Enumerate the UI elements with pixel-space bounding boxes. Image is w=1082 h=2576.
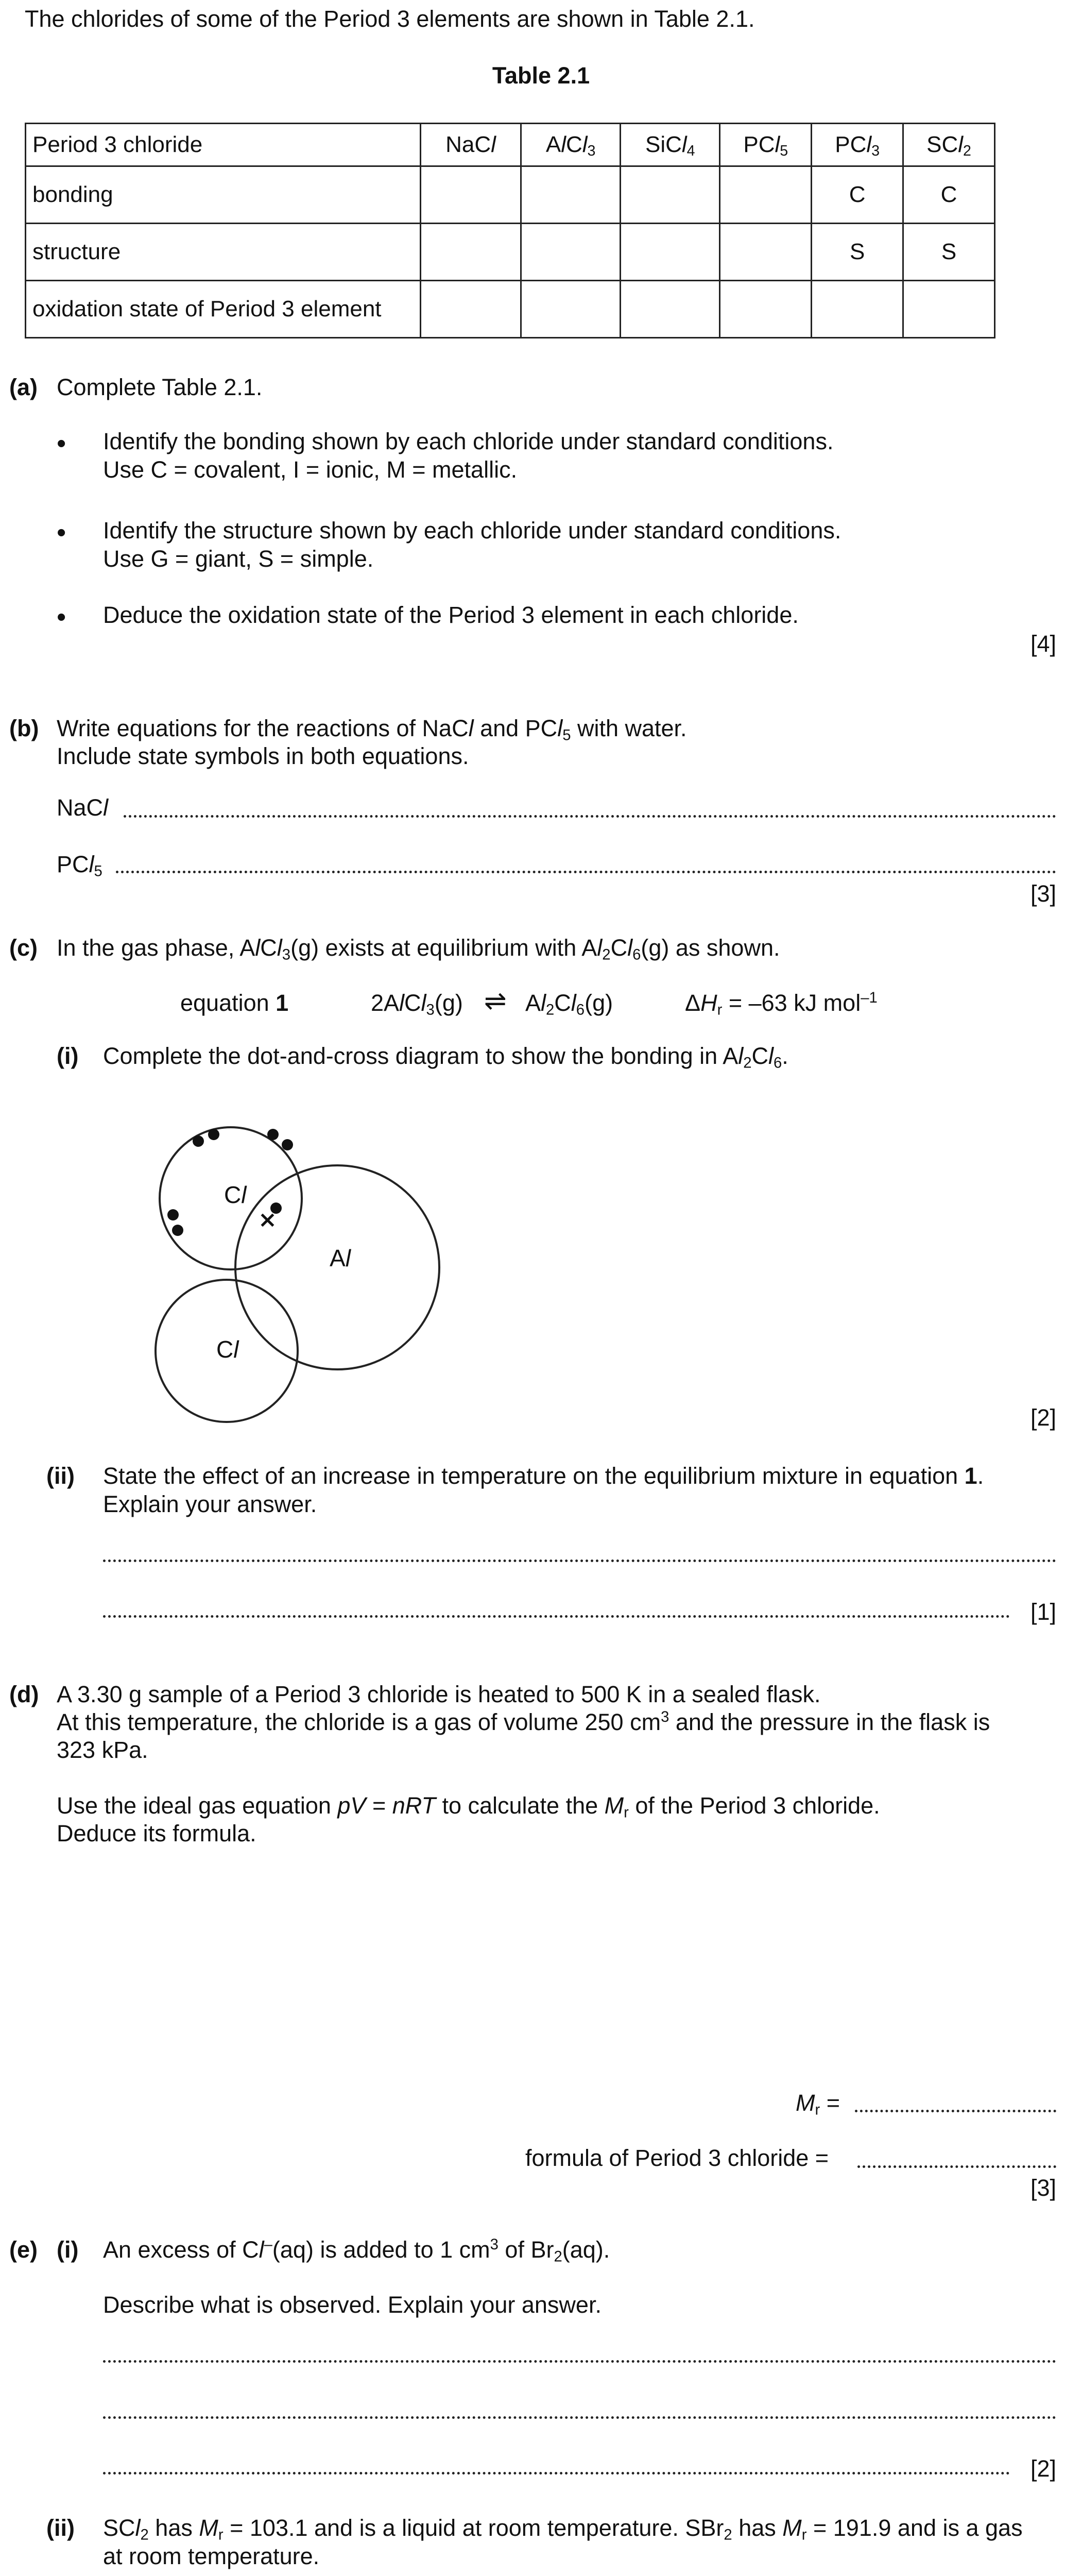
- electron-cross: ×: [258, 1207, 277, 1233]
- electron-dot: [167, 1209, 179, 1221]
- table-row: [26, 281, 995, 338]
- equation-right: $Al_2Cl_6(g)$: [525, 990, 613, 1019]
- table-header: AlCl$_3$: [521, 124, 621, 166]
- marks-e-i: [2]: [1030, 2455, 1056, 2482]
- table-cell[interactable]: [812, 281, 903, 338]
- intro-text: The chlorides of some of the Period 3 elements are shown in Table 2.1.: [25, 6, 755, 32]
- table-cell[interactable]: [621, 166, 720, 224]
- part-b-line: Write equations for the reactions of NaCl and PCl$_5$ with water.: [57, 715, 687, 744]
- answer-line[interactable]: [103, 2416, 1056, 2419]
- part-c-text: In the gas phase, AlCl$_3$(g) exists at equilibrium with $Al_2Cl_6(g)$ as shown.: [57, 935, 780, 963]
- part-d-label: (d): [9, 1681, 39, 1707]
- marks-c-ii: [1]: [1030, 1599, 1056, 1625]
- mr-answer-line[interactable]: [855, 2110, 1056, 2112]
- marks-b: [3]: [1030, 880, 1056, 907]
- part-c-label: (c): [9, 935, 38, 961]
- table-header-row: [26, 124, 995, 166]
- formula-label: formula of Period 3 chloride =: [525, 2145, 829, 2171]
- part-d-line: Use the ideal gas equation pV = nRT to calculate the $M_r$ of the Period 3 chloride.: [57, 1792, 880, 1821]
- table-cell[interactable]: [421, 166, 521, 224]
- bullet-item-line: Use G = giant, S = simple.: [103, 546, 374, 572]
- part-d-line: 323 kPa.: [57, 1737, 148, 1763]
- table-header: SiCl$_4$: [621, 124, 720, 166]
- electron-dot: [282, 1139, 293, 1150]
- part-e-ii-line: at room temperature.: [103, 2543, 320, 2569]
- part-c-ii-label: (ii): [46, 1463, 75, 1489]
- part-b-line: Include state symbols in both equations.: [57, 743, 469, 769]
- table-cell: S: [812, 224, 903, 281]
- table-header: PCl$_3$: [812, 124, 903, 166]
- row-label: structure: [26, 224, 421, 281]
- row-label: oxidation state of Period 3 element: [26, 281, 421, 338]
- electron-dot: [208, 1129, 219, 1140]
- table-cell[interactable]: [621, 224, 720, 281]
- answer-line[interactable]: [124, 815, 1056, 818]
- answer-label: PCl$_5$: [57, 851, 102, 880]
- answer-line[interactable]: [103, 2472, 1010, 2475]
- row-label: bonding: [26, 166, 421, 224]
- equilibrium-arrow-icon: ⇌: [484, 986, 507, 1016]
- table-cell[interactable]: [621, 281, 720, 338]
- part-c-ii-line: Explain your answer.: [103, 1491, 317, 1517]
- bullet-item: • Identify the bonding shown by each chloride under standard conditions.: [103, 428, 833, 455]
- marks-d: [3]: [1030, 2175, 1056, 2201]
- electron-dot: [267, 1129, 279, 1140]
- marks-c-i: [2]: [1030, 1404, 1056, 1431]
- table-caption: Table 2.1: [492, 62, 590, 89]
- table-cell: C: [903, 166, 995, 224]
- part-e-ii-line: SCl$_2$ has $M_r = 103.1$ and is a liquid at room temperature. SBr$_2$ has $M_r = 191.9$ and is a gas: [103, 2515, 1023, 2544]
- table-cell[interactable]: [421, 224, 521, 281]
- equation-left: 2AlCl$_3$(g): [371, 990, 463, 1019]
- answer-line[interactable]: [103, 1615, 1010, 1618]
- table-cell[interactable]: [421, 281, 521, 338]
- table-cell: C: [812, 166, 903, 224]
- part-e-label: (e): [9, 2236, 38, 2263]
- table-cell[interactable]: [720, 281, 812, 338]
- table-header: Period 3 chloride: [26, 124, 421, 166]
- equation-label: equation 1: [180, 990, 289, 1016]
- part-d-line: At this temperature, the chloride is a gas of volume 250 $cm^3$ and the pressure in the flask is: [57, 1708, 990, 1735]
- electron-dot: [172, 1225, 183, 1236]
- answer-line[interactable]: [103, 2360, 1056, 2363]
- electron-dot: [193, 1136, 204, 1147]
- table-cell[interactable]: [521, 281, 621, 338]
- part-c-i-text: Complete the dot-and-cross diagram to show the bonding in $Al_2Cl_6$.: [103, 1043, 788, 1072]
- table-cell[interactable]: [521, 166, 621, 224]
- answer-label: NaCl: [57, 794, 109, 821]
- bullet-item: • Identify the structure shown by each chloride under standard conditions.: [103, 517, 841, 545]
- enthalpy-change: $\Delta H_r = -63$ kJ mol$^{-1}$: [685, 989, 878, 1019]
- al-label: Al: [330, 1245, 351, 1272]
- part-e-i-text: An excess of Cl–(aq) is added to 1 $cm^3$ of $Br_2(aq)$.: [103, 2236, 610, 2265]
- part-c-i-label: (i): [57, 1043, 79, 1069]
- table-cell[interactable]: [720, 166, 812, 224]
- table-cell[interactable]: [521, 224, 621, 281]
- table-header: PCl$_5$: [720, 124, 812, 166]
- cl-top-label: Cl: [224, 1181, 247, 1208]
- part-d-line: Deduce its formula.: [57, 1820, 256, 1846]
- answer-line[interactable]: [116, 871, 1056, 873]
- part-e-i-label: (i): [57, 2236, 79, 2263]
- part-e-ii-label: (ii): [46, 2515, 75, 2541]
- table-2-1: [25, 123, 995, 338]
- marks-a: [4]: [1030, 631, 1056, 657]
- part-a-text: Complete Table 2.1.: [57, 374, 263, 400]
- part-c-ii-line: State the effect of an increase in temperature on the equilibrium mixture in equation 1.: [103, 1463, 984, 1489]
- table-header: NaCl: [421, 124, 521, 166]
- mr-label: $M_r$ =: [796, 2090, 840, 2119]
- table-cell: S: [903, 224, 995, 281]
- answer-line[interactable]: [103, 1560, 1056, 1562]
- table-cell[interactable]: [903, 281, 995, 338]
- table-row: [26, 166, 995, 224]
- dot-and-cross-diagram[interactable]: [118, 1087, 458, 1448]
- bullet-item: • Deduce the oxidation state of the Period 3 element in each chloride.: [103, 601, 799, 629]
- part-b-label: (b): [9, 715, 39, 741]
- part-e-i-text: Describe what is observed. Explain your answer.: [103, 2292, 602, 2318]
- table-header: SCl$_2$: [903, 124, 995, 166]
- cl-bottom-label: Cl: [216, 1336, 239, 1363]
- table-row: [26, 224, 995, 281]
- formula-answer-line[interactable]: [857, 2165, 1056, 2168]
- bullet-item-line: Use C = covalent, I = ionic, M = metallic.: [103, 456, 518, 483]
- part-a-label: (a): [9, 374, 38, 400]
- part-d-line: A 3.30 g sample of a Period 3 chloride is heated to 500 K in a sealed flask.: [57, 1681, 821, 1707]
- table-cell[interactable]: [720, 224, 812, 281]
